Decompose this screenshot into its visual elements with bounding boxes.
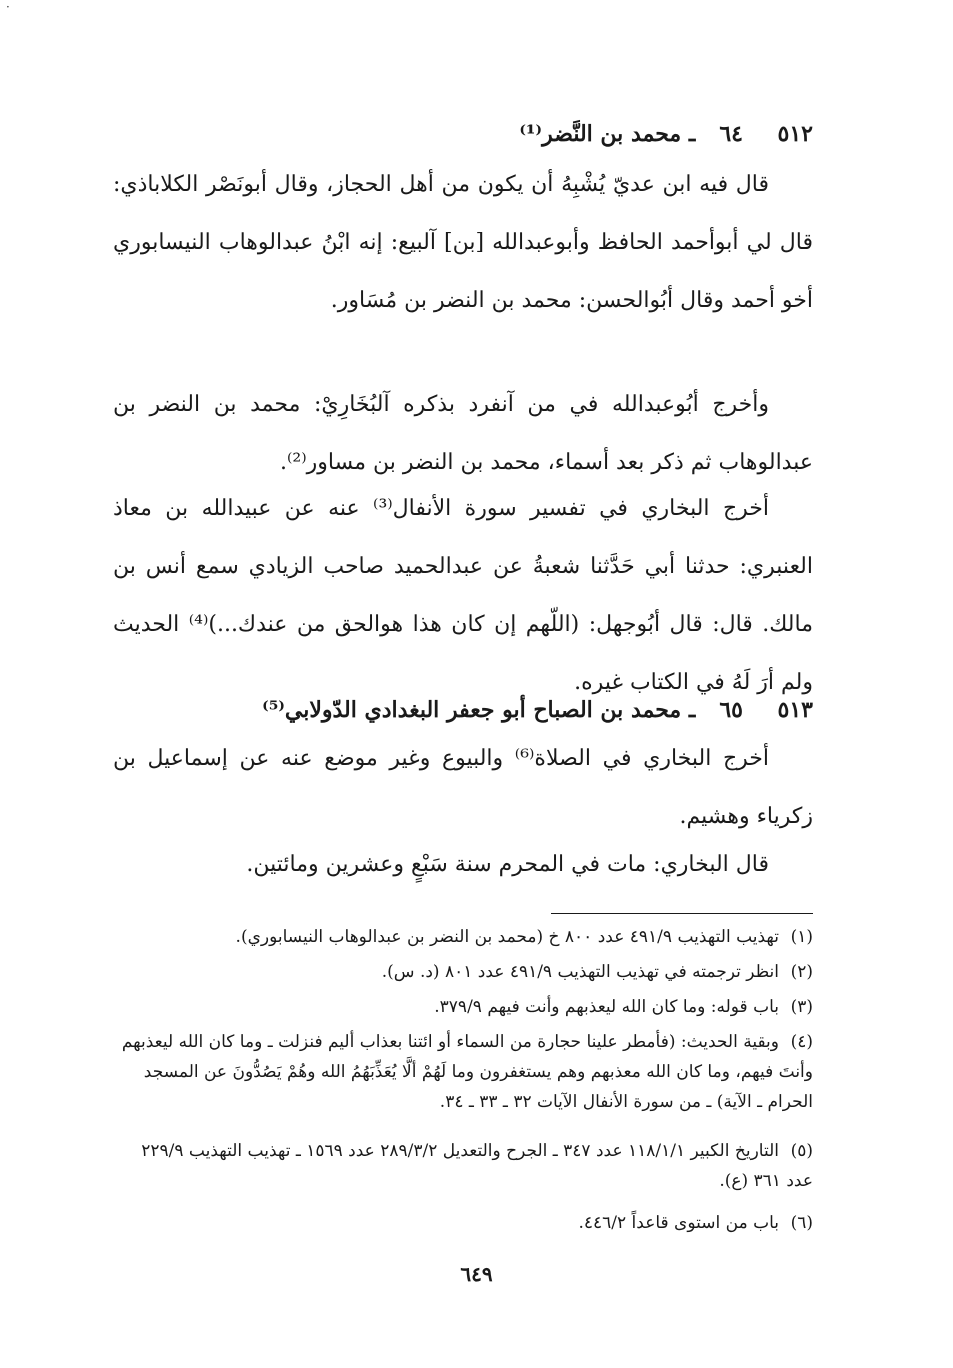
entry-512-paragraph-3: أخرج البخاري في تفسير سورة الأنفال⁽³⁾ عنه عن عبيدالله بن معاذ العنبري: حدثنا أبي حَدَّثنا شعبةُ عن عبدالحميد صاحب الزيادي سمع أنس بن مالك. قال: قال أبُوجهل: (اللّهم إن كان هذا هوالحق من عندك...)⁽⁴⁾ الحديث ولم أرَ لَهُ في الكتاب غيره. [113, 496, 813, 695]
entry-513-sub-number: ٦٥ [719, 697, 743, 723]
footnote-5-mark: (٥) [790, 1141, 813, 1161]
entry-512-number: ٥١٢ [777, 121, 813, 147]
entry-512-paragraph-2: وأخرج أبُوعبدالله في من آنفرد بذكره آلبُخَارِيْ: محمد بن النضر بن عبدالوهاب ثم ذكر بعد أسماء، محمد بن النضر بن مساور⁽²⁾. [113, 392, 813, 475]
entry-513-paragraph-2: قال البخاري: مات في المحرم سنة سَبْعٍ وعشرين ومائتين. [246, 852, 769, 877]
entry-512-heading [113, 114, 813, 154]
footnote-3-text: باب قوله: وما كان الله ليعذبهم وأنت فيهم ٣٧٩/٩. [434, 997, 779, 1017]
footnote-3 [113, 992, 813, 1022]
footnote-divider [551, 913, 813, 914]
entry-512-title: ـ محمد بن النَّضر⁽¹⁾ [519, 121, 696, 147]
entry-513-title: ـ محمد بن الصباح أبو جعفر البغدادي الدّولابي⁽⁵⁾ [262, 697, 696, 723]
footnote-4-text: وبقية الحديث: (فأمطر علينا حجارة من السماء أو ائتنا بعذاب أليم فنزلت ـ وما كان الله ليعذبهم وأنتَ فيهم، وما كان الله معذبهم وهم يستغفرون وما لَهُمْ ألَّا يُعَذِّبَهُمُ الله وهُمْ يَصُدُّونَ عن المسجد الحرام ـ الآية) ـ من سورة الأنفال الآيات ٣٢ ـ ٣٣ ـ ٣٤. [121, 1032, 813, 1112]
footnote-2-text: انظر ترجمته في تهذيب التهذيب ٤٩١/٩ عدد ٨٠١ (د. س). [381, 962, 779, 982]
footnote-3-mark: (٣) [790, 997, 813, 1017]
footnote-6-mark: (٦) [790, 1213, 813, 1233]
footnote-2 [113, 957, 813, 987]
entry-513-paragraph-1: أخرج البخاري في الصلاة⁽⁶⁾ والبيوع وغير موضع عنه عن إسماعيل بن زكرياء وهشيم. [113, 746, 813, 829]
corner-mark: · [6, 0, 10, 14]
footnote-1 [113, 922, 813, 952]
entry-512-sub-number: ٦٤ [719, 121, 743, 147]
footnote-5 [113, 1136, 813, 1196]
page-number: ٦٤٩ [460, 1262, 493, 1286]
footnote-6 [113, 1208, 813, 1238]
footnote-4 [113, 1027, 813, 1117]
entry-512-paragraph-1: قال فيه ابن عديّ يُشْبِهُ أن يكون من أهل الحجاز، وقال أبونَصْر الكلاباذي: قال لي أبوأحمد الحافظ وأبوعبدالله [بن] آلبيع: إنه ابْنُ عبدالوهاب النيسابوري أخو أحمد وقال أبُوالحسن: محمد بن النضر بن مُسَاور. [113, 172, 813, 313]
footnote-4-mark: (٤) [790, 1032, 813, 1052]
footnote-5-text: التاريخ الكبير ١١٨/١/١ عدد ٣٤٧ ـ الجرح والتعديل ٢٨٩/٣/٢ عدد ١٥٦٩ ـ تهذيب التهذيب ٢٢٩/٩ عدد ٣٦١ (ع). [141, 1141, 813, 1191]
footnote-2-mark: (٢) [790, 962, 813, 982]
entry-513-heading [113, 690, 813, 730]
footnote-1-text: تهذيب التهذيب ٤٩١/٩ عدد ٨٠٠ خ (محمد بن النضر بن عبدالوهاب النيسابوري). [235, 927, 779, 947]
entry-513-number: ٥١٣ [777, 697, 813, 723]
footnote-1-mark: (١) [790, 927, 813, 947]
footnote-6-text: باب من استوى قاعداً ٤٤٦/٢. [578, 1213, 779, 1233]
